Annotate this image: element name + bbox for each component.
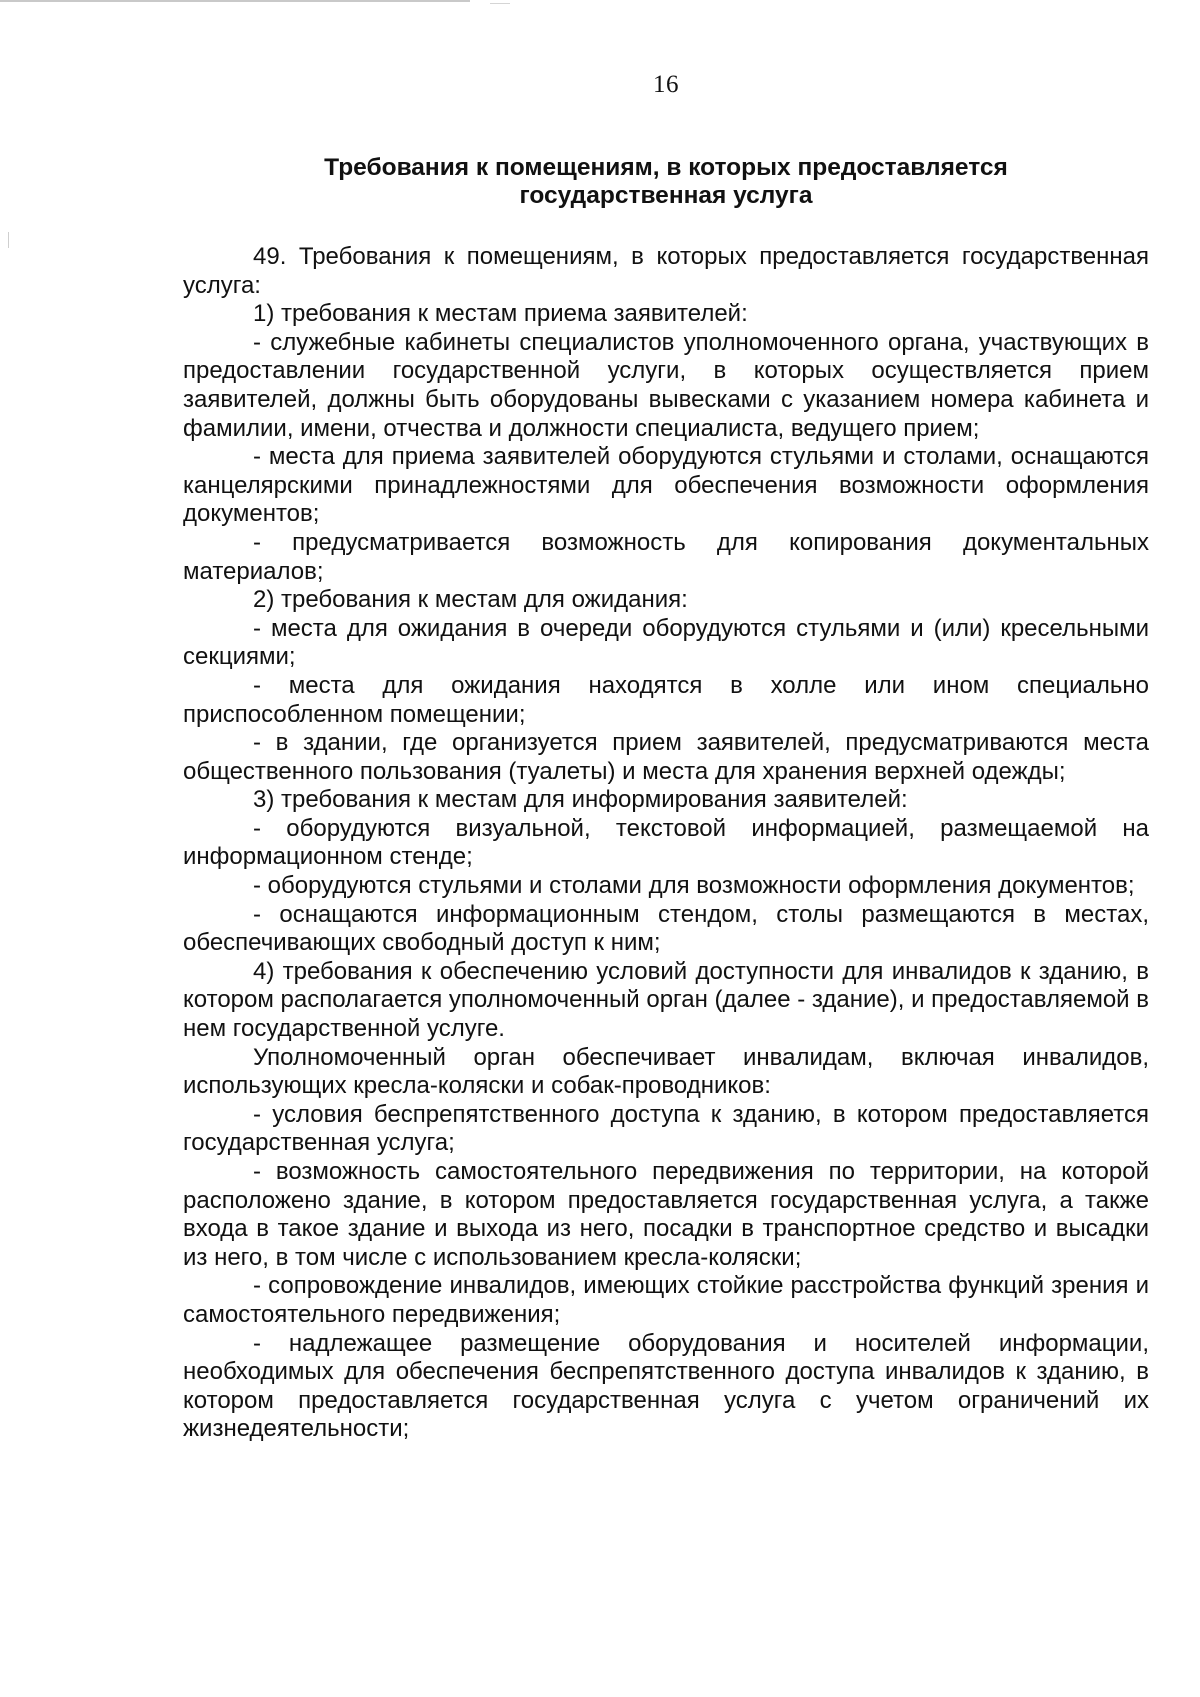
section-title-line: Требования к помещениям, в которых предоставляется xyxy=(324,154,1008,181)
paragraph: 49. Требования к помещениям, в которых предоставляется государственная услуга: xyxy=(183,243,1149,299)
document-body xyxy=(183,243,1149,1444)
page-number: 16 xyxy=(653,71,679,98)
paragraph: - оборудуются визуальной, текстовой информацией, размещаемой на информационном стенде; xyxy=(183,814,1149,871)
paragraph: 2) требования к местам для ожидания: xyxy=(253,586,688,614)
paragraph: - надлежащее размещение оборудования и носителей информации, необходимых для обеспечения беспрепятственного доступа инвалидов к зданию, в котором предоставляется государственная услуга с учетом ограничений их жизнедеятельности; xyxy=(183,1329,1149,1443)
scan-artifact-line xyxy=(490,3,510,4)
paragraph: - оборудуются стульями и столами для возможности оформления документов; xyxy=(253,872,1135,900)
paragraph: Уполномоченный орган обеспечивает инвалидам, включая инвалидов, использующих кресла-коляски и собак-проводников: xyxy=(183,1043,1149,1100)
scan-artifact-mark xyxy=(8,232,9,248)
section-title xyxy=(183,154,1149,210)
paragraph: - служебные кабинеты специалистов уполномоченного органа, участвующих в предоставлении государственной услуги, в которых осуществляется прием заявителей, должны быть оборудованы вывесками с указанием номера кабинета и фамилии, имени, отчества и должности специалиста, ведущего прием; xyxy=(183,328,1149,442)
paragraph: - возможность самостоятельного передвижения по территории, на которой расположено здание, в котором предоставляется государственная услуга, а также входа в такое здание и выхода из него, посадки в транспортное средство и высадки из него, в том числе с использованием кресла-коляски; xyxy=(183,1158,1149,1271)
paragraph: 3) требования к местам для информирования заявителей: xyxy=(253,786,908,814)
paragraph: - места для приема заявителей оборудуются стульями и столами, оснащаются канцелярскими принадлежностями для обеспечения возможности оформления документов; xyxy=(183,443,1149,528)
paragraph: - предусматривается возможность для копирования документальных материалов; xyxy=(183,528,1149,585)
paragraph: - сопровождение инвалидов, имеющих стойкие расстройства функций зрения и самостоятельного передвижения; xyxy=(183,1272,1149,1328)
paragraph: - в здании, где организуется прием заявителей, предусматриваются места общественного пользования (туалеты) и места для хранения верхней одежды; xyxy=(183,729,1149,785)
paragraph: - условия беспрепятственного доступа к зданию, в котором предоставляется государственная услуга; xyxy=(183,1100,1149,1157)
paragraph: - оснащаются информационным стендом, столы размещаются в местах, обеспечивающих свободный доступ к ним; xyxy=(183,900,1149,957)
section-title-line: государственная услуга xyxy=(519,182,813,209)
paragraph: - места для ожидания в очереди оборудуются стульями и (или) кресельными секциями; xyxy=(183,614,1149,671)
paragraph: 4) требования к обеспечению условий доступности для инвалидов к зданию, в котором располагается уполномоченный орган (далее - здание), и предоставляемой в нем государственной услуге. xyxy=(183,957,1149,1043)
paragraph: 1) требования к местам приема заявителей: xyxy=(253,300,748,328)
paragraph: - места для ожидания находятся в холле или ином специально приспособленном помещении; xyxy=(183,671,1149,728)
scan-artifact-line xyxy=(0,0,470,2)
